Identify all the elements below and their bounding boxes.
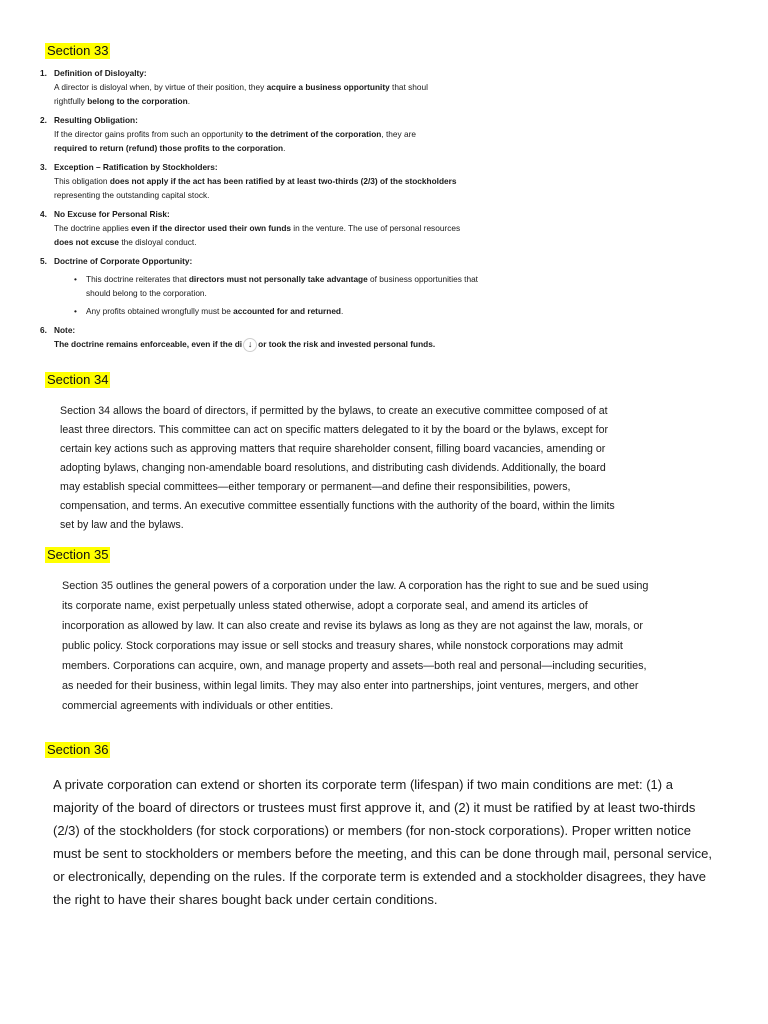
list-item xyxy=(40,207,480,249)
text-segment: that shoul xyxy=(389,82,428,92)
item-body xyxy=(54,221,480,249)
item-title: Resulting Obligation: xyxy=(54,115,138,125)
arrow-down-circle-icon[interactable]: ↓ xyxy=(243,338,257,352)
text-segment-bold: even if the director used their own funds xyxy=(131,223,291,233)
text-segment: of business opportunities that should belong to the corporation. xyxy=(86,274,478,298)
section-35-paragraph: Section 35 outlines the general powers of a corporation under the law. A corporation has the right to sue and be sued using its corporate name, exist perpetually unless stated otherwise, adopt a corporate seal, and amend its articles of incorporation as allowed by law. It can also create and revise its bylaws as long as they are not against the law, morals, or public policy. Stock corporations may issue or sell stocks and treasury shares, while nonstock corporations may admit members. Corporations can acquire, own, and manage property and assets—both real and personal—including securities, as needed for their business, within legal limits. They may also enter into partnerships, joint ventures, mergers, and other commercial agreements with individuals or other entities. xyxy=(62,580,649,712)
section-33-heading: Section 33 xyxy=(47,43,109,58)
text-segment: . xyxy=(187,96,190,106)
text-segment: This doctrine reiterates that xyxy=(86,274,189,284)
item-title: Definition of Disloyalty: xyxy=(54,68,147,78)
bullet-item xyxy=(54,272,480,300)
item-number: 2. xyxy=(40,115,47,125)
text-segment: the disloyal conduct. xyxy=(119,237,197,247)
item-number: 5. xyxy=(40,256,47,266)
text-segment: Any profits obtained wrongfully must be xyxy=(86,306,234,316)
item-title: Doctrine of Corporate Opportunity: xyxy=(54,256,193,266)
list-item xyxy=(40,254,480,318)
section-34-paragraph: Section 34 allows the board of directors, if permitted by the bylaws, to create an executive committee composed of at least three directors. This committee can act on specific matters delegated to it by the board or the bylaws, except for certain key actions such as approving matters that require shareholder consent, filling board vacancies, amending or adopting bylaws, changing non-amendable board resolutions, and distributing cash dividends. Additionally, the board may establish special committees—either temporary or permanent—and define their responsibilities, powers, compensation, and terms. An executive committee essentially functions with the authority of the board, within the limits set by law and the bylaws. xyxy=(60,405,615,531)
text-segment: representing the outstanding capital stock. xyxy=(54,190,210,200)
text-segment: The doctrine remains enforceable, even if the di xyxy=(54,339,243,349)
text-segment-bold: accounted for and returned xyxy=(233,306,341,316)
item-body xyxy=(54,127,480,155)
list-item xyxy=(40,66,480,108)
text-segment: A director is disloyal when, by virtue of their position, they xyxy=(54,82,267,92)
section-35-heading: Section 35 xyxy=(47,547,109,562)
item-body xyxy=(54,80,480,108)
list-item-note xyxy=(40,323,480,352)
list-item xyxy=(40,113,480,155)
section-36-paragraph: A private corporation can extend or shorten its corporate term (lifespan) if two main conditions are met: (1) a majority of the board of directors or trustees must first approve it, and (2) it must be ratified by at least two-thirds (2/3) of the stockholders (for stock corporations) or members (for non-stock corporations). Proper written notice must be sent to stockholders or members before the meeting, and this can be done through mail, personal service, or electronically, depending on the rules. If the corporate term is extended and a stockholder disagrees, they have the right to have their shares bought back under certain conditions. xyxy=(53,777,713,907)
text-segment-bold: does not apply if the act has been ratified by at least two-thirds (2/3) of the stockholders xyxy=(109,176,457,186)
text-segment: If the director gains profits from such an opportunity xyxy=(54,129,246,139)
item-title: No Excuse for Personal Risk: xyxy=(54,209,170,219)
item-number: 3. xyxy=(40,162,47,172)
text-segment: . xyxy=(283,143,286,153)
item-number: 1. xyxy=(40,68,47,78)
text-segment: rightfully xyxy=(54,96,88,106)
section-33-list xyxy=(40,66,480,357)
text-segment-bold: to the detriment of the corporation xyxy=(245,129,382,139)
list-item xyxy=(40,160,480,202)
item-number: 6. xyxy=(40,325,47,335)
text-segment: in the venture. The use of personal resources xyxy=(291,223,461,233)
bullet-icon: • xyxy=(74,306,77,316)
text-segment: This obligation xyxy=(54,176,110,186)
text-segment-bold: directors must not personally take advantage xyxy=(188,274,368,284)
text-segment: The doctrine applies xyxy=(54,223,132,233)
section-36-heading: Section 36 xyxy=(47,742,109,757)
text-segment-bold: acquire a business opportunity xyxy=(266,82,390,92)
item-body xyxy=(54,174,480,202)
text-segment: or took the risk and invested personal funds. xyxy=(258,339,436,349)
text-segment: , they are xyxy=(381,129,416,139)
bullet-icon: • xyxy=(74,274,77,284)
section-34-heading: Section 34 xyxy=(47,372,109,387)
item-body xyxy=(54,337,480,352)
item-number: 4. xyxy=(40,209,47,219)
text-segment-bold: does not excuse xyxy=(54,237,120,247)
item-title: Exception – Ratification by Stockholders: xyxy=(54,162,218,172)
text-segment: . xyxy=(341,306,344,316)
item-title: Note: xyxy=(54,325,76,335)
bullet-item xyxy=(54,304,480,318)
text-segment-bold: belong to the corporation xyxy=(87,96,188,106)
text-segment-bold: required to return (refund) those profits to the corporation xyxy=(54,143,284,153)
